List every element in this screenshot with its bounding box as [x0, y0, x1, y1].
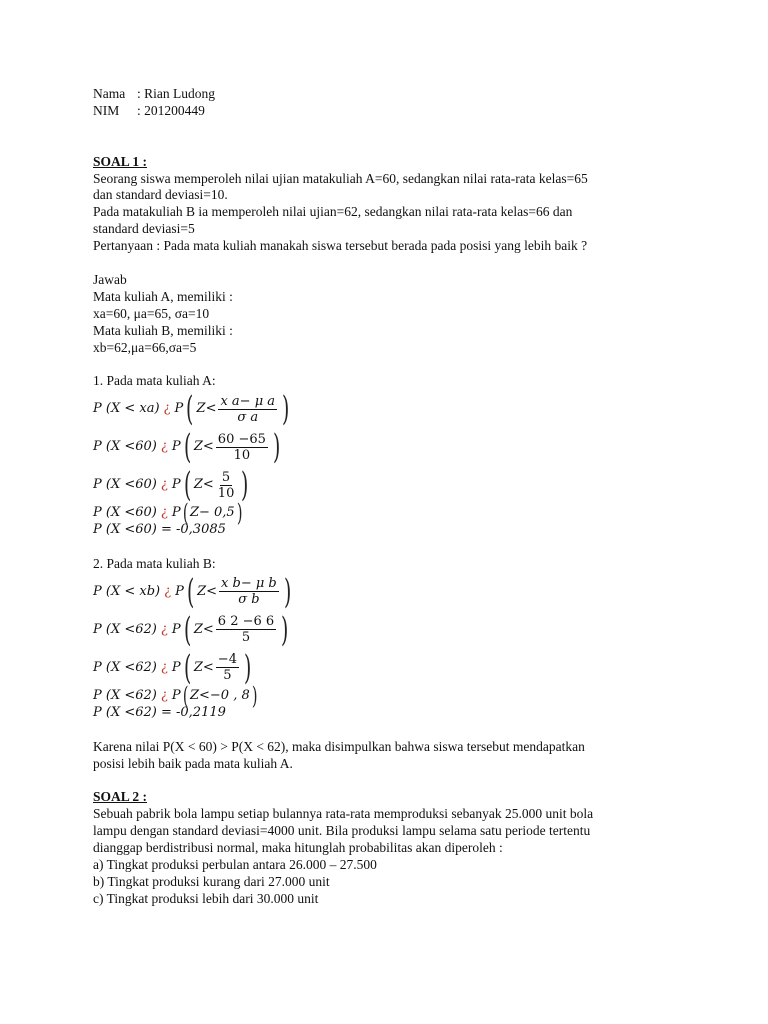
- formula-b3: P (X <62) ¿ P ( Z< $\frac{-4}{5}$ ): [93, 647, 252, 688]
- nim-value: : 201200449: [137, 102, 205, 118]
- soal1-para3: Pada matakuliah B ia memperoleh nilai ujian=62, sedangkan nilai rata-rata kelas=66 dan: [93, 204, 573, 220]
- soal2-para1: Sebuah pabrik bola lampu setiap bulannya rata-rata memproduksi sebanyak 25.000 unit bola: [93, 806, 594, 822]
- formula-a4: P (X <60) ¿ P ( Z− 0,5 ): [93, 499, 243, 528]
- formula-b2: P (X <62) ¿ P ( Z< $\frac{6 2 -6 6}{5}$ ): [93, 609, 289, 650]
- fraction-numerator: 6 2 −6 6: [217, 614, 275, 630]
- formula-lhs: P (X < xa): [93, 400, 160, 416]
- formula-p: P: [171, 438, 181, 454]
- soal1-para1: Seorang siswa memperoleh nilai ujian matakuliah A=60, sedangkan nilai rata-rata kelas=65: [93, 170, 588, 186]
- fraction-denominator: σ a: [237, 409, 259, 425]
- soal2-para2: lampu dengan standard deviasi=4000 unit. Bila produksi lampu selama satu periode tertentu: [93, 823, 591, 839]
- question-glyph: ¿: [160, 504, 168, 520]
- soal2-item-a: a) Tingkat produksi perbulan antara 26.000 – 27.500: [93, 857, 377, 873]
- fraction-denominator: σ b: [238, 592, 260, 608]
- fraction-denominator: 10: [217, 485, 235, 501]
- formula-p: P: [171, 659, 181, 675]
- document-page: [93, 86, 693, 908]
- formula-lhs: P (X <60): [93, 476, 157, 492]
- fraction: [216, 652, 239, 683]
- course-b-intro: Mata kuliah B, memiliki :: [93, 322, 233, 338]
- course-a-values: xa=60, μa=65, σa=10: [93, 305, 210, 321]
- fraction-numerator: −4: [217, 652, 237, 668]
- soal1-para4: standard deviasi=5: [93, 221, 195, 237]
- formula-z: Z<: [196, 400, 217, 416]
- formula-z: Z<: [197, 583, 218, 599]
- nim-label: NIM: [93, 102, 120, 118]
- name-value: : Rian Ludong: [137, 86, 215, 101]
- step2-title: 2. Pada mata kuliah B:: [93, 556, 216, 572]
- formula-p: P: [171, 687, 181, 703]
- soal1-heading: SOAL 1 :: [93, 153, 148, 169]
- conclusion-line1: Karena nilai P(X < 60) > P(X < 62), maka disimpulkan bahwa siswa tersebut mendapatkan: [93, 738, 585, 754]
- fraction-denominator: 5: [241, 630, 251, 646]
- formula-lhs: P (X <60): [93, 438, 157, 454]
- formula-lhs: P (X <62): [93, 659, 157, 675]
- fraction-numerator: x a− μ a: [220, 393, 276, 409]
- fraction-numerator: 60 −65: [217, 431, 266, 447]
- course-a-intro: Mata kuliah A, memiliki :: [93, 288, 233, 304]
- question-glyph: ¿: [160, 438, 168, 454]
- formula-p: P: [175, 583, 184, 599]
- soal2-item-c: c) Tingkat produksi lebih dari 30.000 unit: [93, 890, 319, 906]
- formula-a2: P (X <60) ¿ P ( Z< $\frac{60 -65}{10}$ ): [93, 427, 281, 468]
- soal1-para2: dan standard deviasi=10.: [93, 187, 228, 203]
- formula-b1: P (X < xb) ¿ P ( Z< $\frac{\text{x b− μ b}}{\text{σ b}}$ ): [93, 571, 292, 612]
- formula-lhs: P (X <62): [93, 621, 157, 637]
- fraction-numerator: x b− μ b: [221, 576, 277, 592]
- fraction-numerator: 5: [221, 469, 231, 485]
- jawab-label: Jawab: [93, 271, 127, 287]
- soal2-heading: SOAL 2 :: [93, 789, 148, 805]
- formula-p: P: [171, 621, 181, 637]
- fraction: [216, 614, 276, 645]
- formula-inner: Z− 0,5: [189, 504, 235, 520]
- soal1-question: Pertanyaan : Pada mata kuliah manakah siswa tersebut berada pada posisi yang lebih baik ?: [93, 238, 588, 254]
- fraction-denominator: 10: [233, 447, 251, 463]
- fraction: [219, 576, 279, 607]
- soal2-para3: dianggap berdistribusi normal, maka hitunglah probabilitas akan diperoleh :: [93, 840, 503, 856]
- question-glyph: ¿: [160, 476, 168, 492]
- question-glyph: ¿: [160, 687, 168, 703]
- fraction: [216, 470, 237, 501]
- fraction: [218, 394, 277, 425]
- formula-lhs: P (X < xb): [93, 583, 161, 599]
- question-glyph: ¿: [160, 659, 168, 675]
- formula-b4: P (X <62) ¿ P ( Z<−0 , 8 ): [93, 681, 258, 710]
- soal2-item-b: b) Tingkat produksi kurang dari 27.000 unit: [93, 873, 330, 889]
- course-b-values: xb=62,μa=66,σa=5: [93, 339, 197, 355]
- nim-row: [93, 103, 693, 120]
- formula-z: Z<: [193, 438, 214, 454]
- formula-p: P: [171, 504, 181, 520]
- name-label: Nama: [93, 86, 126, 101]
- formula-z: Z<: [193, 476, 214, 492]
- formula-lhs: P (X <62): [93, 687, 157, 703]
- question-glyph: ¿: [163, 400, 171, 416]
- formula-p: P: [174, 400, 184, 416]
- formula-a3: P (X <60) ¿ P ( Z< $\frac{5}{10}$ ): [93, 465, 249, 506]
- question-glyph: ¿: [160, 621, 168, 637]
- name-row: [93, 86, 693, 103]
- formula-p: P: [171, 476, 181, 492]
- formula-lhs: P (X <60): [93, 504, 157, 520]
- formula-z: Z<: [193, 621, 214, 637]
- conclusion-line2: posisi lebih baik pada mata kuliah A.: [93, 755, 293, 771]
- fraction: [216, 432, 268, 463]
- formula-z: Z<: [193, 659, 214, 675]
- result-b-text: P (X <62) = -0,2119: [93, 704, 226, 720]
- formula-a1: P (X < xa) ¿ P ( Z< $\frac{\text{x a− μ a}}{\text{σ a}}$ ): [93, 389, 290, 430]
- step1-title: 1. Pada mata kuliah A:: [93, 373, 216, 389]
- result-a-text: P (X <60) = -0,3085: [93, 522, 226, 538]
- fraction-denominator: 5: [223, 668, 232, 684]
- formula-inner: Z<−0 , 8: [189, 687, 250, 703]
- question-glyph: ¿: [164, 583, 172, 599]
